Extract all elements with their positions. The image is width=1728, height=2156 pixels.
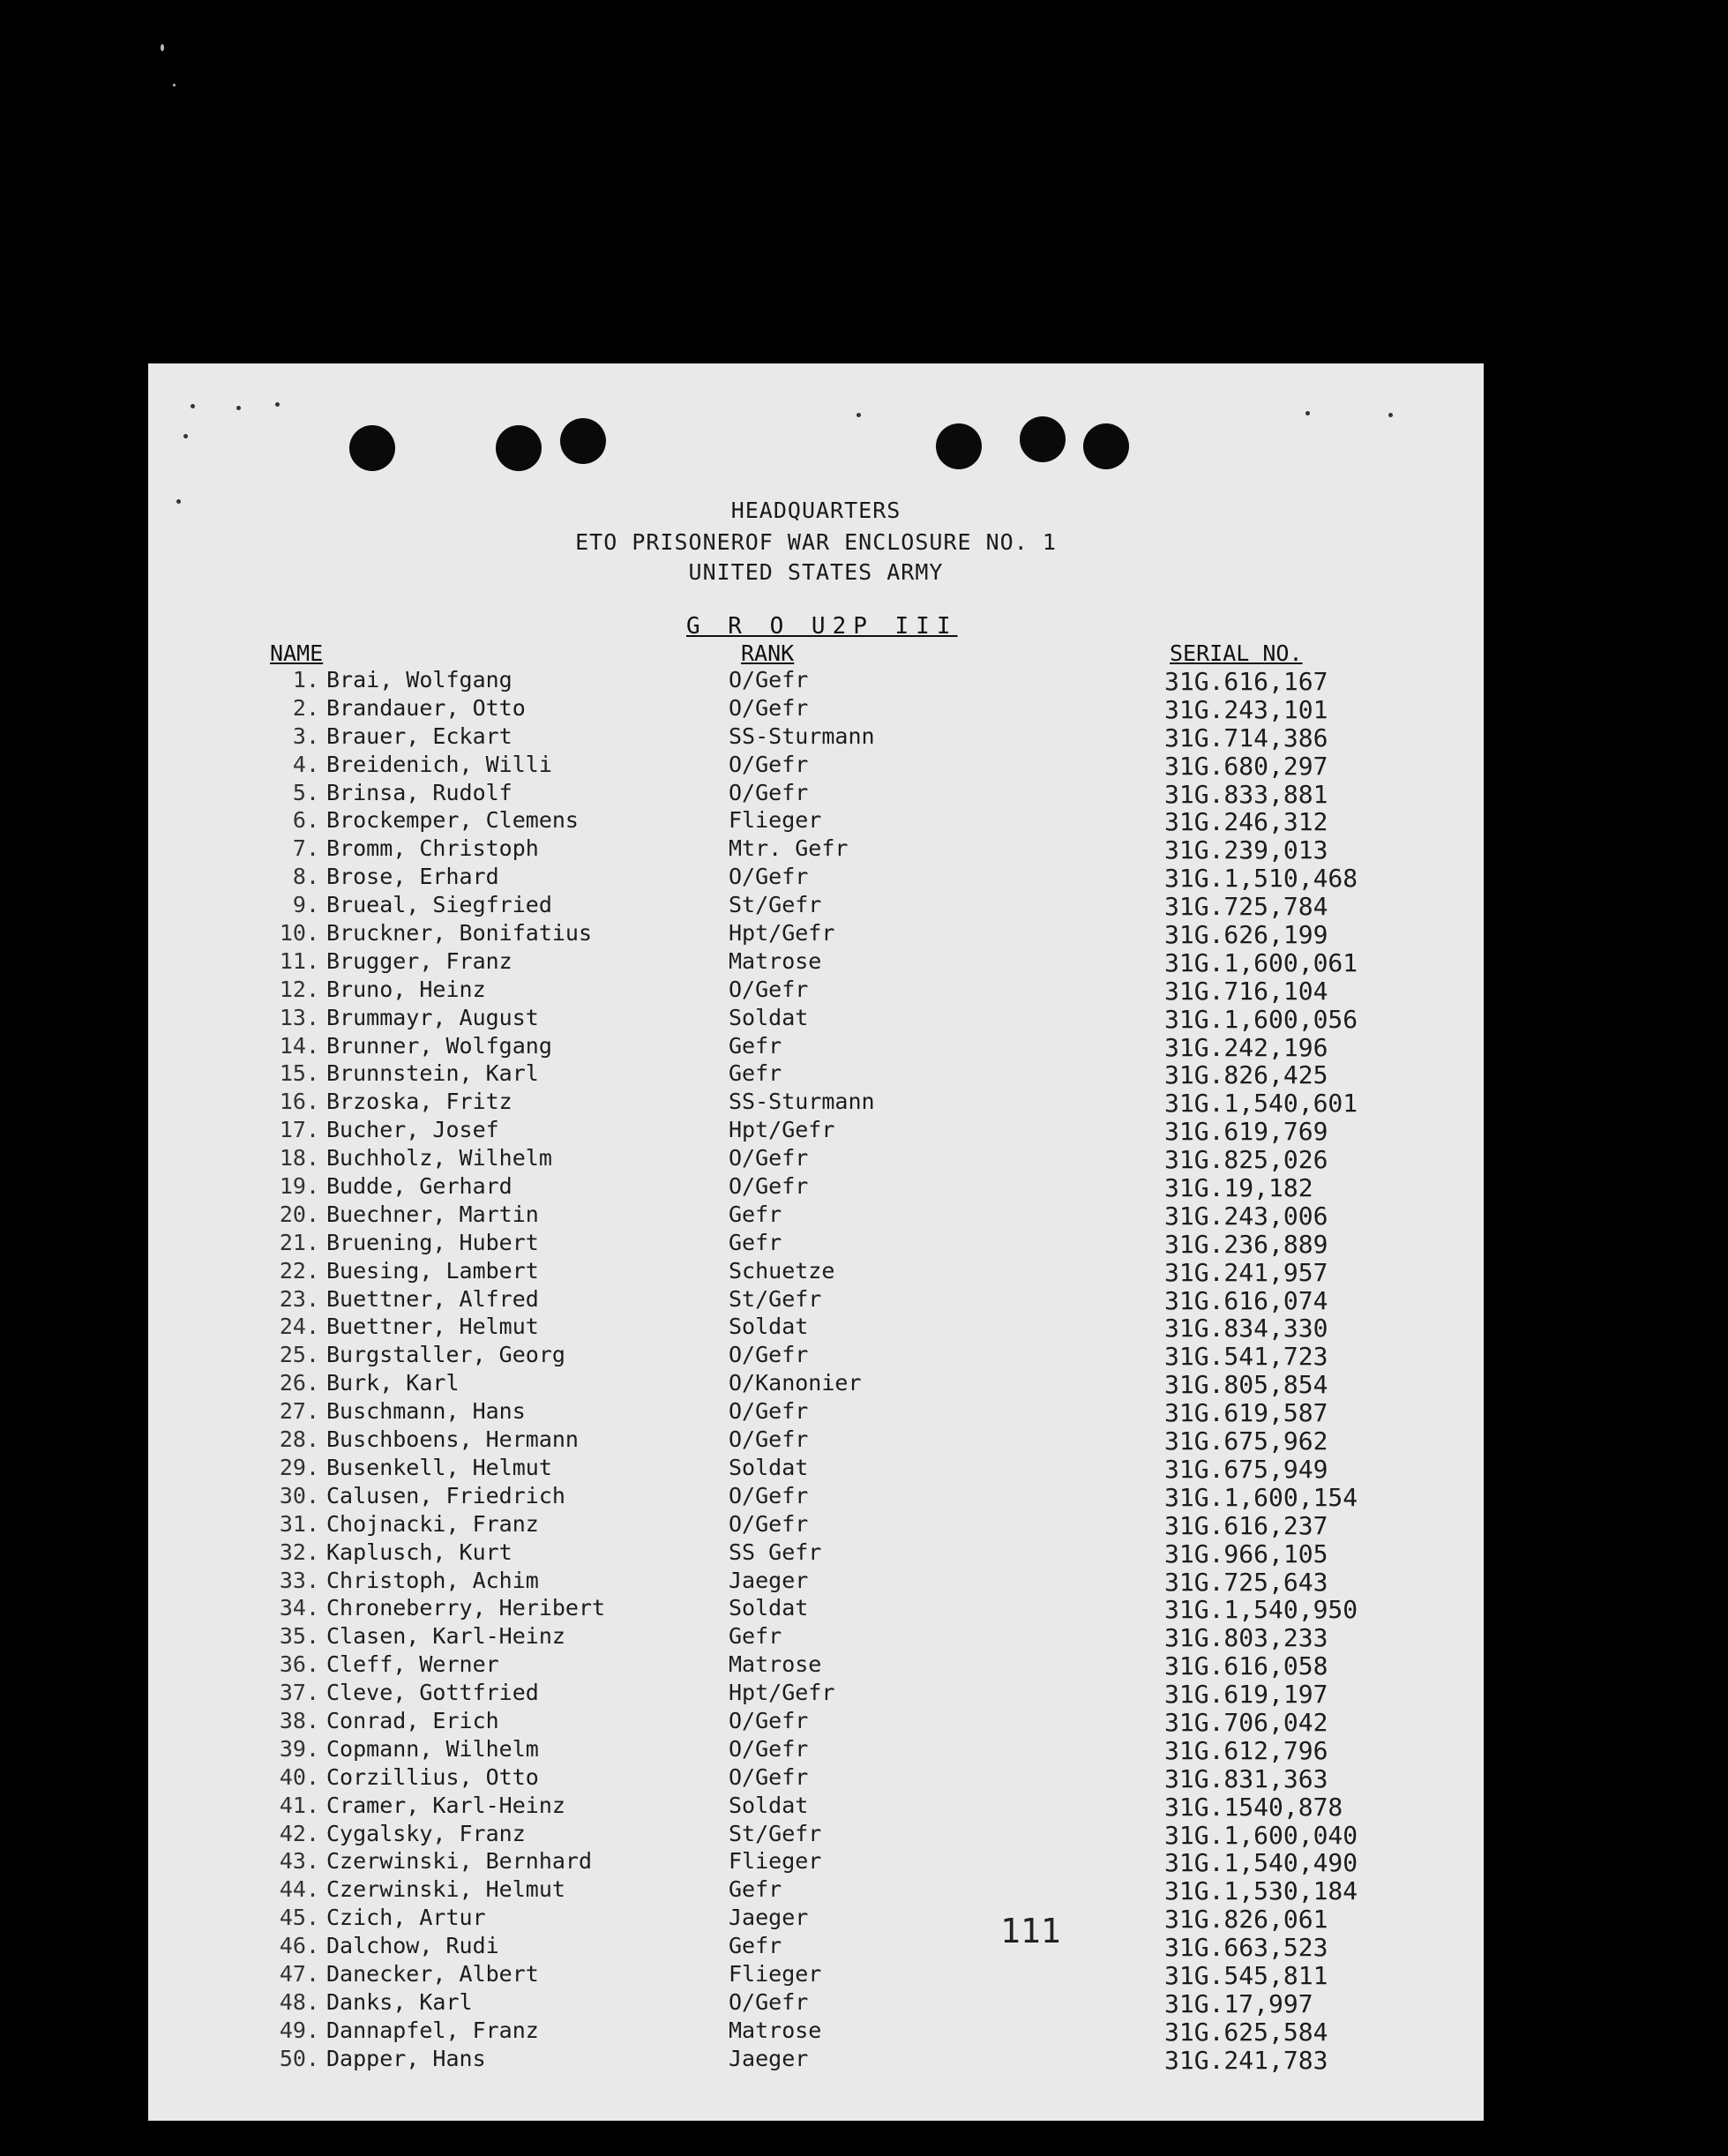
row-number: 3. bbox=[292, 722, 319, 749]
row-number: 33. bbox=[279, 1567, 319, 1593]
roster-list bbox=[148, 667, 1484, 2074]
row-number: 36. bbox=[279, 1651, 319, 1678]
serial-number: 31G.1,600,154 bbox=[1164, 1482, 1358, 1512]
prisoner-rank: Mtr. Gefr bbox=[729, 835, 849, 862]
serial-number: 31G.616,074 bbox=[1164, 1285, 1328, 1315]
roster-row bbox=[148, 1089, 1484, 1117]
row-number: 50. bbox=[279, 2045, 319, 2071]
row-number: 45. bbox=[279, 1905, 319, 1931]
serial-number: 31G.714,386 bbox=[1164, 722, 1328, 752]
prisoner-name: Brockemper, Clemens bbox=[326, 807, 579, 834]
row-number: 49. bbox=[279, 2017, 319, 2043]
row-number: 22. bbox=[279, 1257, 319, 1284]
roster-row bbox=[148, 1173, 1484, 1202]
prisoner-rank: O/Gefr bbox=[729, 1342, 809, 1368]
serial-number: 31G.243,101 bbox=[1164, 694, 1328, 724]
serial-number: 31G.616,058 bbox=[1164, 1651, 1328, 1681]
column-header-serial: SERIAL NO. bbox=[1170, 640, 1303, 666]
roster-row bbox=[148, 1989, 1484, 2018]
prisoner-rank: O/Gefr bbox=[729, 1426, 809, 1453]
row-number: 6. bbox=[292, 807, 319, 834]
row-number: 31. bbox=[279, 1510, 319, 1537]
serial-number: 31G.626,199 bbox=[1164, 920, 1328, 950]
header-line-2: ETO PRISONEROF WAR ENCLOSURE NO. 1 bbox=[575, 529, 1057, 555]
prisoner-name: Chojnacki, Franz bbox=[326, 1510, 539, 1537]
prisoner-rank: Gefr bbox=[729, 1623, 782, 1650]
serial-number: 31G.1,540,950 bbox=[1164, 1595, 1358, 1625]
prisoner-name: Chroneberry, Heribert bbox=[326, 1595, 606, 1621]
roster-row bbox=[148, 1145, 1484, 1173]
row-number: 40. bbox=[279, 1763, 319, 1790]
prisoner-name: Bromm, Christoph bbox=[326, 835, 539, 862]
roster-row bbox=[148, 864, 1484, 892]
prisoner-rank: Jaeger bbox=[729, 2045, 809, 2071]
row-number: 16. bbox=[279, 1089, 319, 1115]
prisoner-name: Danecker, Albert bbox=[326, 1960, 539, 1987]
prisoner-name: Dalchow, Rudi bbox=[326, 1933, 499, 1959]
roster-row bbox=[148, 723, 1484, 752]
roster-row bbox=[148, 1680, 1484, 1708]
speck-dot bbox=[275, 402, 280, 407]
prisoner-rank: O/Gefr bbox=[729, 694, 809, 721]
roster-row bbox=[148, 1595, 1484, 1623]
serial-number: 31G.966,105 bbox=[1164, 1538, 1328, 1568]
roster-row bbox=[148, 667, 1484, 695]
roster-row bbox=[148, 1905, 1484, 1933]
prisoner-name: Brunner, Wolfgang bbox=[326, 1032, 552, 1059]
prisoner-rank: O/Gefr bbox=[729, 864, 809, 890]
prisoner-rank: Schuetze bbox=[729, 1257, 835, 1284]
prisoner-rank: O/Gefr bbox=[729, 1763, 809, 1790]
column-header-rank: RANK bbox=[741, 640, 795, 666]
prisoner-rank: SS-Sturmann bbox=[729, 722, 875, 749]
serial-number: 31G.236,889 bbox=[1164, 1229, 1328, 1259]
roster-row bbox=[148, 1033, 1484, 1061]
roster-row bbox=[148, 1511, 1484, 1539]
row-number: 5. bbox=[292, 779, 319, 805]
speck-dot bbox=[857, 413, 861, 417]
prisoner-name: Brose, Erhard bbox=[326, 864, 499, 890]
prisoner-rank: SS-Sturmann bbox=[729, 1089, 875, 1115]
film-speck bbox=[161, 44, 164, 51]
row-number: 27. bbox=[279, 1398, 319, 1425]
row-number: 29. bbox=[279, 1454, 319, 1480]
prisoner-rank: Matrose bbox=[729, 947, 822, 974]
roster-row bbox=[148, 1314, 1484, 1342]
prisoner-rank: St/Gefr bbox=[729, 1285, 822, 1312]
prisoner-name: Buechner, Martin bbox=[326, 1201, 539, 1227]
row-number: 4. bbox=[292, 751, 319, 777]
row-number: 13. bbox=[279, 1004, 319, 1030]
row-number: 15. bbox=[279, 1060, 319, 1087]
row-number: 41. bbox=[279, 1792, 319, 1818]
prisoner-rank: Flieger bbox=[729, 1960, 822, 1987]
roster-row bbox=[148, 1736, 1484, 1764]
prisoner-rank: St/Gefr bbox=[729, 892, 822, 918]
roster-row bbox=[148, 695, 1484, 723]
row-number: 9. bbox=[292, 892, 319, 918]
prisoner-name: Buschmann, Hans bbox=[326, 1398, 526, 1425]
prisoner-rank: O/Gefr bbox=[729, 1482, 809, 1508]
prisoner-name: Bruening, Hubert bbox=[326, 1229, 539, 1255]
row-number: 23. bbox=[279, 1285, 319, 1312]
prisoner-rank: O/Gefr bbox=[729, 667, 809, 692]
roster-row bbox=[148, 1539, 1484, 1568]
roster-row bbox=[148, 1821, 1484, 1849]
prisoner-rank: Gefr bbox=[729, 1201, 782, 1227]
prisoner-name: Conrad, Erich bbox=[326, 1707, 499, 1733]
roster-row bbox=[148, 1060, 1484, 1089]
header-line-1: HEADQUARTERS bbox=[730, 498, 901, 523]
prisoner-rank: Gefr bbox=[729, 1032, 782, 1059]
serial-number: 31G.826,061 bbox=[1164, 1905, 1328, 1935]
row-number: 1. bbox=[292, 667, 319, 692]
row-number: 18. bbox=[279, 1145, 319, 1172]
serial-number: 31G.246,312 bbox=[1164, 807, 1328, 837]
prisoner-name: Dannapfel, Franz bbox=[326, 2017, 539, 2043]
prisoner-rank: Gefr bbox=[729, 1933, 782, 1959]
row-number: 11. bbox=[279, 947, 319, 974]
prisoner-name: Brummayr, August bbox=[326, 1004, 539, 1030]
serial-number: 31G.241,957 bbox=[1164, 1257, 1328, 1287]
row-number: 7. bbox=[292, 835, 319, 862]
prisoner-rank: Soldat bbox=[729, 1792, 809, 1818]
row-number: 43. bbox=[279, 1848, 319, 1875]
serial-number: 31G.716,104 bbox=[1164, 976, 1328, 1006]
serial-number: 31G.1,540,490 bbox=[1164, 1848, 1358, 1878]
serial-number: 31G.1,600,056 bbox=[1164, 1004, 1358, 1034]
prisoner-name: Brunnstein, Karl bbox=[326, 1060, 539, 1087]
prisoner-name: Copmann, Wilhelm bbox=[326, 1735, 539, 1762]
roster-row bbox=[148, 948, 1484, 977]
prisoner-rank: O/Gefr bbox=[729, 976, 809, 1002]
roster-row bbox=[148, 1230, 1484, 1258]
roster-row bbox=[148, 752, 1484, 780]
serial-number: 31G.619,197 bbox=[1164, 1680, 1328, 1710]
prisoner-name: Brugger, Franz bbox=[326, 947, 512, 974]
serial-number: 31G.834,330 bbox=[1164, 1314, 1328, 1344]
prisoner-name: Budde, Gerhard bbox=[326, 1173, 512, 1200]
prisoner-name: Brueal, Siegfried bbox=[326, 892, 552, 918]
serial-number: 31G.541,723 bbox=[1164, 1342, 1328, 1372]
roster-row bbox=[148, 1398, 1484, 1426]
prisoner-rank: Hpt/Gefr bbox=[729, 920, 835, 947]
serial-number: 31G.1,510,468 bbox=[1164, 864, 1358, 894]
serial-number: 31G.1540,878 bbox=[1164, 1792, 1343, 1822]
serial-number: 31G.1,530,184 bbox=[1164, 1876, 1358, 1906]
speck-dot bbox=[1388, 413, 1393, 417]
prisoner-rank: O/Gefr bbox=[729, 1735, 809, 1762]
prisoner-name: Cramer, Karl-Heinz bbox=[326, 1792, 565, 1818]
roster-row bbox=[148, 977, 1484, 1005]
roster-row bbox=[148, 1258, 1484, 1286]
punch-hole bbox=[496, 425, 542, 471]
roster-row bbox=[148, 1708, 1484, 1736]
roster-row bbox=[148, 1370, 1484, 1398]
roster-row bbox=[148, 807, 1484, 835]
prisoner-name: Dapper, Hans bbox=[326, 2045, 486, 2071]
roster-row bbox=[148, 1623, 1484, 1651]
roster-row bbox=[148, 1202, 1484, 1230]
serial-number: 31G.17,997 bbox=[1164, 1988, 1313, 2018]
roster-row bbox=[148, 2018, 1484, 2046]
serial-number: 31G.663,523 bbox=[1164, 1933, 1328, 1963]
row-number: 17. bbox=[279, 1117, 319, 1143]
prisoner-name: Burk, Karl bbox=[326, 1370, 460, 1396]
serial-number: 31G.805,854 bbox=[1164, 1370, 1328, 1400]
roster-row bbox=[148, 1286, 1484, 1314]
prisoner-name: Clasen, Karl-Heinz bbox=[326, 1623, 565, 1650]
serial-number: 31G.1,600,061 bbox=[1164, 947, 1358, 977]
row-number: 44. bbox=[279, 1876, 319, 1903]
prisoner-rank: O/Gefr bbox=[729, 779, 809, 805]
prisoner-name: Bruno, Heinz bbox=[326, 976, 486, 1002]
row-number: 37. bbox=[279, 1680, 319, 1706]
row-number: 47. bbox=[279, 1960, 319, 1987]
prisoner-rank: Hpt/Gefr bbox=[729, 1117, 835, 1143]
prisoner-name: Bucher, Josef bbox=[326, 1117, 499, 1143]
roster-row bbox=[148, 1651, 1484, 1680]
speck-dot bbox=[191, 404, 195, 408]
prisoner-rank: O/Gefr bbox=[729, 1398, 809, 1425]
row-number: 25. bbox=[279, 1342, 319, 1368]
prisoner-rank: Gefr bbox=[729, 1876, 782, 1903]
prisoner-name: Burgstaller, Georg bbox=[326, 1342, 565, 1368]
prisoner-rank: Jaeger bbox=[729, 1567, 809, 1593]
roster-row bbox=[148, 920, 1484, 948]
prisoner-rank: O/Gefr bbox=[729, 1988, 809, 2015]
prisoner-rank: O/Gefr bbox=[729, 1510, 809, 1537]
roster-row bbox=[148, 1876, 1484, 1905]
prisoner-rank: Matrose bbox=[729, 1651, 822, 1678]
prisoner-rank: Hpt/Gefr bbox=[729, 1680, 835, 1706]
serial-number: 31G.680,297 bbox=[1164, 751, 1328, 781]
roster-row bbox=[148, 1764, 1484, 1793]
row-number: 35. bbox=[279, 1623, 319, 1650]
serial-number: 31G.616,237 bbox=[1164, 1510, 1328, 1540]
prisoner-name: Brauer, Eckart bbox=[326, 722, 512, 749]
row-number: 12. bbox=[279, 976, 319, 1002]
serial-number: 31G.706,042 bbox=[1164, 1707, 1328, 1737]
serial-number: 31G.619,769 bbox=[1164, 1117, 1328, 1147]
serial-number: 31G.825,026 bbox=[1164, 1145, 1328, 1175]
row-number: 30. bbox=[279, 1482, 319, 1508]
prisoner-rank: O/Gefr bbox=[729, 1145, 809, 1172]
serial-number: 31G.19,182 bbox=[1164, 1173, 1313, 1203]
speck-dot bbox=[183, 434, 188, 438]
prisoner-name: Cygalsky, Franz bbox=[326, 1820, 526, 1846]
serial-number: 31G.243,006 bbox=[1164, 1201, 1328, 1231]
film-speck bbox=[173, 84, 176, 86]
prisoner-rank: Flieger bbox=[729, 807, 822, 834]
column-header-name: NAME bbox=[270, 640, 324, 666]
prisoner-name: Breidenich, Willi bbox=[326, 751, 552, 777]
serial-number: 31G.545,811 bbox=[1164, 1960, 1328, 1990]
prisoner-name: Buchholz, Wilhelm bbox=[326, 1145, 552, 1172]
roster-row bbox=[148, 1117, 1484, 1145]
roster-row bbox=[148, 1455, 1484, 1483]
roster-row bbox=[148, 835, 1484, 864]
prisoner-rank: O/Gefr bbox=[729, 751, 809, 777]
prisoner-rank: Gefr bbox=[729, 1229, 782, 1255]
prisoner-rank: St/Gefr bbox=[729, 1820, 822, 1846]
row-number: 48. bbox=[279, 1988, 319, 2015]
prisoner-rank: O/Gefr bbox=[729, 1707, 809, 1733]
serial-number: 31G.241,783 bbox=[1164, 2045, 1328, 2075]
row-number: 20. bbox=[279, 1201, 319, 1227]
serial-number: 31G.612,796 bbox=[1164, 1735, 1328, 1765]
row-number: 8. bbox=[292, 864, 319, 890]
prisoner-rank: SS Gefr bbox=[729, 1538, 822, 1565]
prisoner-rank: Soldat bbox=[729, 1314, 809, 1340]
prisoner-name: Calusen, Friedrich bbox=[326, 1482, 565, 1508]
row-number: 38. bbox=[279, 1707, 319, 1733]
prisoner-rank: Soldat bbox=[729, 1595, 809, 1621]
row-number: 19. bbox=[279, 1173, 319, 1200]
serial-number: 31G.616,167 bbox=[1164, 667, 1328, 696]
serial-number: 31G.831,363 bbox=[1164, 1763, 1328, 1793]
serial-number: 31G.826,425 bbox=[1164, 1060, 1328, 1090]
prisoner-name: Cleff, Werner bbox=[326, 1651, 499, 1678]
prisoner-name: Corzillius, Otto bbox=[326, 1763, 539, 1790]
prisoner-rank: Matrose bbox=[729, 2017, 822, 2043]
page-number: 111 bbox=[1000, 1912, 1061, 1950]
roster-row bbox=[148, 780, 1484, 808]
prisoner-rank: Jaeger bbox=[729, 1905, 809, 1931]
row-number: 32. bbox=[279, 1538, 319, 1565]
serial-number: 31G.725,784 bbox=[1164, 892, 1328, 922]
row-number: 28. bbox=[279, 1426, 319, 1453]
prisoner-name: Bruckner, Bonifatius bbox=[326, 920, 593, 947]
roster-row bbox=[148, 1848, 1484, 1876]
serial-number: 31G.625,584 bbox=[1164, 2017, 1328, 2047]
serial-number: 31G.1,600,040 bbox=[1164, 1820, 1358, 1850]
punch-hole bbox=[349, 425, 395, 471]
speck-dot bbox=[1305, 411, 1310, 415]
prisoner-rank: Soldat bbox=[729, 1454, 809, 1480]
roster-row bbox=[148, 2046, 1484, 2074]
serial-number: 31G.675,962 bbox=[1164, 1426, 1328, 1456]
prisoner-name: Kaplusch, Kurt bbox=[326, 1538, 512, 1565]
row-number: 39. bbox=[279, 1735, 319, 1762]
row-number: 26. bbox=[279, 1370, 319, 1396]
serial-number: 31G.803,233 bbox=[1164, 1623, 1328, 1653]
roster-row bbox=[148, 1342, 1484, 1370]
prisoner-name: Brai, Wolfgang bbox=[326, 667, 512, 692]
row-number: 24. bbox=[279, 1314, 319, 1340]
prisoner-name: Czerwinski, Helmut bbox=[326, 1876, 565, 1903]
serial-number: 31G.833,881 bbox=[1164, 779, 1328, 809]
header-line-3: UNITED STATES ARMY bbox=[688, 559, 944, 585]
serial-number: 31G.242,196 bbox=[1164, 1032, 1328, 1062]
serial-number: 31G.675,949 bbox=[1164, 1454, 1328, 1484]
prisoner-name: Buettner, Alfred bbox=[326, 1285, 539, 1312]
prisoner-rank: Gefr bbox=[729, 1060, 782, 1087]
prisoner-name: Buesing, Lambert bbox=[326, 1257, 539, 1284]
prisoner-name: Buschboens, Hermann bbox=[326, 1426, 579, 1453]
prisoner-name: Brinsa, Rudolf bbox=[326, 779, 512, 805]
prisoner-name: Czerwinski, Bernhard bbox=[326, 1848, 593, 1875]
prisoner-rank: O/Kanonier bbox=[729, 1370, 862, 1396]
roster-row bbox=[148, 1933, 1484, 1961]
serial-number: 31G.619,587 bbox=[1164, 1398, 1328, 1428]
prisoner-rank: Soldat bbox=[729, 1004, 809, 1030]
prisoner-rank: O/Gefr bbox=[729, 1173, 809, 1200]
serial-number: 31G.725,643 bbox=[1164, 1567, 1328, 1597]
roster-row bbox=[148, 892, 1484, 920]
row-number: 2. bbox=[292, 694, 319, 721]
roster-row bbox=[148, 1005, 1484, 1033]
serial-number: 31G.1,540,601 bbox=[1164, 1089, 1358, 1119]
serial-number: 31G.239,013 bbox=[1164, 835, 1328, 865]
group-title: G R O U2P III bbox=[686, 613, 958, 640]
prisoner-name: Cleve, Gottfried bbox=[326, 1680, 539, 1706]
row-number: 42. bbox=[279, 1820, 319, 1846]
prisoner-name: Brzoska, Fritz bbox=[326, 1089, 512, 1115]
prisoner-name: Busenkell, Helmut bbox=[326, 1454, 552, 1480]
punch-hole bbox=[936, 423, 982, 469]
document-page bbox=[148, 363, 1484, 2121]
prisoner-name: Brandauer, Otto bbox=[326, 694, 526, 721]
prisoner-rank: Flieger bbox=[729, 1848, 822, 1875]
prisoner-name: Danks, Karl bbox=[326, 1988, 473, 2015]
row-number: 10. bbox=[279, 920, 319, 947]
prisoner-name: Christoph, Achim bbox=[326, 1567, 539, 1593]
row-number: 14. bbox=[279, 1032, 319, 1059]
roster-row bbox=[148, 1483, 1484, 1511]
row-number: 34. bbox=[279, 1595, 319, 1621]
prisoner-name: Buettner, Helmut bbox=[326, 1314, 539, 1340]
roster-row bbox=[148, 1426, 1484, 1455]
punch-hole bbox=[1020, 416, 1066, 462]
speck-dot bbox=[236, 406, 241, 410]
roster-row bbox=[148, 1568, 1484, 1596]
roster-row bbox=[148, 1793, 1484, 1821]
row-number: 21. bbox=[279, 1229, 319, 1255]
prisoner-name: Czich, Artur bbox=[326, 1905, 486, 1931]
punch-hole bbox=[1083, 423, 1129, 469]
punch-hole bbox=[560, 418, 606, 464]
row-number: 46. bbox=[279, 1933, 319, 1959]
roster-row bbox=[148, 1961, 1484, 1989]
